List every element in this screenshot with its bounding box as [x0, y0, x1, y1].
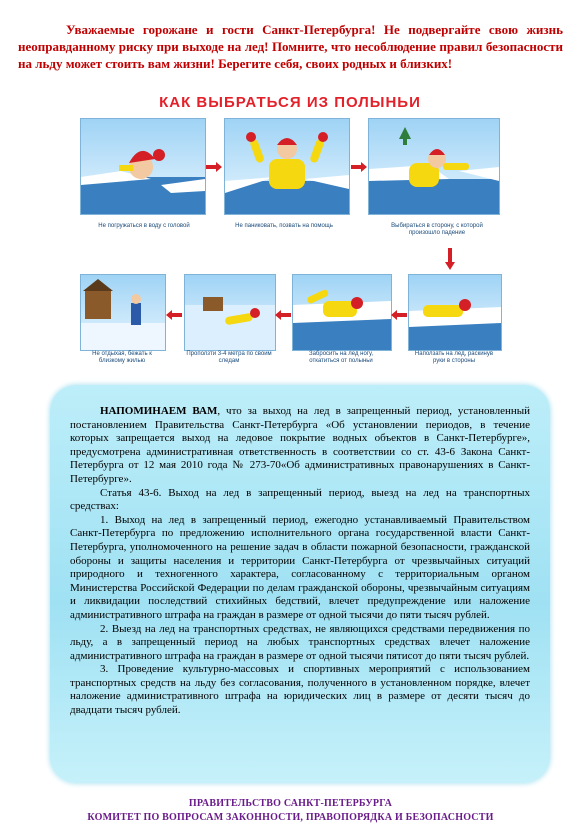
footer-committee: КОМИТЕТ ПО ВОПРОСАМ ЗАКОННОСТИ, ПРАВОПОРЯДКА И БЕЗОПАСНОСТИ	[87, 812, 494, 823]
arrow-left-icon	[275, 310, 291, 320]
notice-text	[70, 405, 530, 718]
caption-6: Проползти 3-4 метра по своим следам	[186, 351, 272, 364]
notice-lead-rest: , что за выход на лед в запрещенный период, установленный постановлением Правительства Санкт-Петербурга «Об установлении периодов, в течение которых запрещается выход на ледовое покрытие водных объектов в Санкт-Петербурге», предусмотрена административная ответственность в соответствии со ст. 43-6 Закона Санкт-Петербурга от 12 мая 2010 года № 273-70«Об административных правонарушениях в Санкт-Петербурге».	[70, 405, 530, 485]
notice-lead	[70, 405, 530, 487]
arrow-down-icon	[445, 248, 455, 270]
notice-box	[50, 385, 550, 783]
notice-lead-bold: НАПОМИНАЕМ ВАМ	[100, 405, 218, 417]
arrow-right-icon	[206, 162, 222, 172]
panel-5	[292, 274, 392, 351]
notice-item-1: 1. Выход на лед в запрещенный период, ежегодно устанавливаемый Правительством Санкт-Петербурга по предложению исполнительного органа государственной власти Санкт-Петербурга, уполномоченного на решение задач в области пожарной безопасности, гражданской обороны и защиты населения и территории Санкт-Петербурга от чрезвычайных ситуаций природного и техногенного характера, согласованному с территориальным органом Министерства Российской Федерации по делам гражданской обороны, чрезвычайным ситуациям и ликвидации последствий стихийных бедствий, влечет предупреждение или наложение административного штрафа на граждан в размере от одной тысячи до пяти тысяч рублей.	[70, 513, 530, 621]
arrow-left-icon	[166, 310, 182, 320]
arrow-right-icon	[351, 162, 367, 172]
panel-3	[368, 118, 500, 215]
panel-4	[408, 274, 502, 351]
footer-government: ПРАВИТЕЛЬСТВО САНКТ-ПЕТЕРБУРГА	[188, 798, 393, 809]
panel-5-illustration	[293, 275, 391, 350]
poster-title: КАК ВЫБРАТЬСЯ ИЗ ПОЛЫНЬИ	[159, 94, 421, 111]
panel-6-illustration	[185, 275, 275, 350]
ice-rescue-poster	[74, 88, 506, 372]
notice-item-2: 2. Выезд на лед на транспортных средствах, не являющихся средствами передвижения по льду, а в запрещенный период на любых транспортных средствах влечет наложение административного штрафа на граждан в размере от одной тысячи пятисот до пяти тысяч рублей.	[70, 622, 530, 662]
intro-warning: Уважаемые горожане и гости Санкт-Петербурга! Не подвергайте свою жизнь неоправданному риску при выходе на лед! Помните, что несоблюдение правил безопасности на льду может стоить вам жизни! Берегите себя, своих родных и близких!	[18, 22, 563, 71]
panel-1	[80, 118, 206, 215]
panel-1-illustration	[81, 119, 205, 214]
panel-7	[80, 274, 166, 351]
panel-4-illustration	[409, 275, 501, 350]
caption-2: Не паниковать, позвать на помощь	[235, 223, 333, 229]
panel-2-illustration	[225, 119, 349, 214]
caption-1: Не погружаться в воду с головой	[98, 223, 190, 229]
notice-item-3: 3. Проведение культурно-массовых и спортивных мероприятий с использованием транспортных средств на льду без согласования, полученного в установленном порядке, влечет наложение административного штрафа на юридических лиц в размере от десяти тысяч до двадцати тысяч рублей.	[70, 663, 530, 717]
arrow-left-icon	[391, 310, 407, 320]
panel-2	[224, 118, 350, 215]
panel-7-illustration	[81, 275, 165, 350]
notice-article: Статья 43-6. Выход на лед в запрещенный период, выезд на лед на транспортных средствах:	[70, 486, 530, 513]
caption-7: Не отдыхая, бежать к близкому жилью	[92, 351, 152, 364]
panel-3-illustration	[369, 119, 499, 214]
panel-6	[184, 274, 276, 351]
caption-4: Наползать на лед, раскинув руки в стороны	[414, 351, 494, 364]
caption-5: Забросить на лед ногу, откатиться от полыньи	[308, 351, 374, 364]
caption-3: Выбираться в сторону, с которой произошло падение	[391, 223, 483, 236]
